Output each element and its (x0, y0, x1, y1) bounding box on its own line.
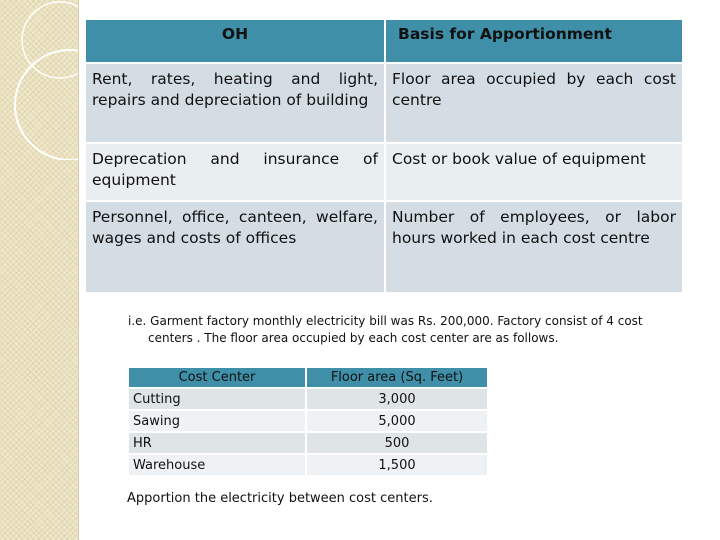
basis-cell: Floor area occupied by each cost centre (386, 64, 682, 142)
cost-center-name: Sawing (129, 411, 305, 431)
floor-area-value: 500 (307, 433, 487, 453)
table-row (86, 64, 682, 142)
table-row (129, 455, 487, 475)
basis-cell: Cost or book value of equipment (386, 144, 682, 200)
table-header-row (86, 20, 682, 62)
floor-area-value: 5,000 (307, 411, 487, 431)
cost-center-table (127, 366, 489, 477)
example-line-2: centers . The floor area occupied by each cost center are as follows. (148, 331, 559, 345)
header-basis: Basis for Apportionment (386, 20, 682, 62)
header-oh: OH (86, 20, 384, 62)
table-row (86, 202, 682, 292)
table-row (86, 144, 682, 200)
basis-cell: Number of employees, or labor hours worked in each cost centre (386, 202, 682, 292)
decorative-circles-icon (0, 0, 78, 160)
example-line-1: i.e. Garment factory monthly electricity bill was Rs. 200,000. Factory consist of 4 cost (128, 314, 643, 328)
conclusion-text: Apportion the electricity between cost centers. (127, 491, 433, 506)
example-paragraph (128, 313, 693, 347)
header-floor-area: Floor area (Sq. Feet) (307, 368, 487, 387)
cost-center-name: Cutting (129, 389, 305, 409)
floor-area-value: 1,500 (307, 455, 487, 475)
overhead-apportionment-table (84, 18, 684, 294)
table-row (129, 433, 487, 453)
floor-area-value: 3,000 (307, 389, 487, 409)
table-row (129, 389, 487, 409)
cost-center-name: HR (129, 433, 305, 453)
overhead-cell: Deprecation and insurance of equipment (86, 144, 384, 200)
header-cost-center: Cost Center (129, 368, 305, 387)
table-header-row (129, 368, 487, 387)
overhead-cell: Rent, rates, heating and light, repairs and depreciation of building (86, 64, 384, 142)
decorative-side-strip (0, 0, 79, 540)
overhead-cell: Personnel, office, canteen, welfare, wages and costs of offices (86, 202, 384, 292)
table-row (129, 411, 487, 431)
cost-center-name: Warehouse (129, 455, 305, 475)
